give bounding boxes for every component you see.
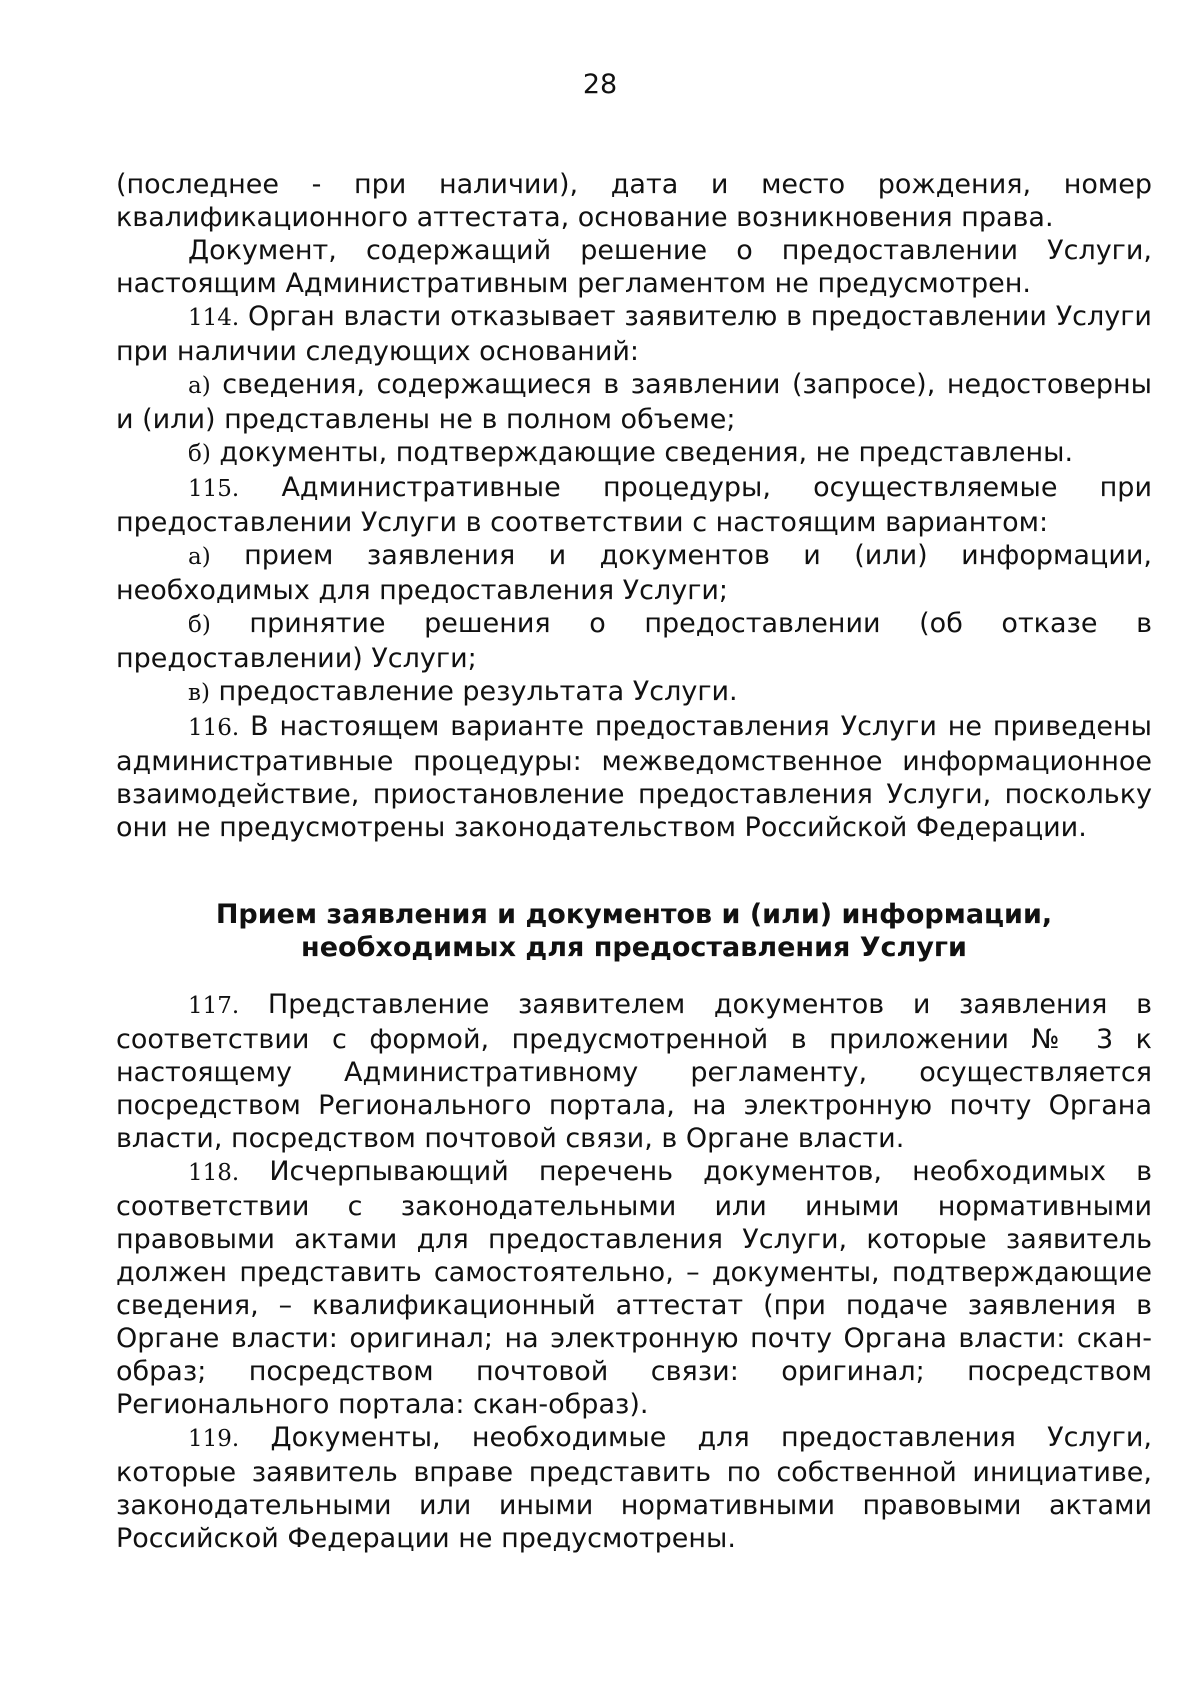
- paragraph: [116, 988, 1152, 1155]
- document-body: [116, 168, 1152, 1555]
- paragraph: [116, 1421, 1152, 1555]
- paragraph-number: а): [188, 373, 211, 399]
- paragraph-number: б): [188, 441, 211, 467]
- paragraph-number: 114.: [188, 305, 240, 331]
- paragraph-text: Представление заявителем документов и заявления в соответствии с формой, предусмотренной в приложении № 3 к настоящему Административному регламенту, осуществляется посредством Регионального портала, на электронную почту Органа власти, посредством почтовой связи, в Органе власти.: [116, 989, 1152, 1154]
- paragraph-number: в): [188, 680, 210, 706]
- paragraph-text: принятие решения о предоставлении (об отказе в предоставлении) Услуги;: [116, 608, 1152, 674]
- paragraph-text: (последнее - при наличии), дата и место рождения, номер квалификационного аттестата, основание возникновения права.: [116, 169, 1152, 233]
- paragraph: [116, 300, 1152, 368]
- paragraph-text: Документ, содержащий решение о предоставлении Услуги, настоящим Административным регламентом не предусмотрен.: [116, 235, 1152, 299]
- paragraph-text: Исчерпывающий перечень документов, необходимых в соответствии с законодательными или иными нормативными правовыми актами для предоставления Услуги, которые заявитель должен представить самостоятельно, – документы, подтверждающие сведения, – квалификационный аттестат (при подаче заявления в Органе власти: оригинал; на электронную почту Органа власти: скан-образ; посредством почтовой связи: оригинал; посредством Регионального портала: скан-образ).: [116, 1156, 1152, 1420]
- paragraph: [116, 471, 1152, 539]
- paragraph-number: 115.: [188, 476, 240, 502]
- paragraph: [116, 607, 1152, 675]
- section-heading-line-2: необходимых для предоставления Услуги: [301, 932, 967, 963]
- paragraph-text: предоставление результата Услуги.: [218, 676, 738, 707]
- paragraph: [116, 710, 1152, 844]
- paragraph-text: документы, подтверждающие сведения, не представлены.: [219, 437, 1074, 468]
- paragraph-text: В настоящем варианте предоставления Услуги не приведены административные процедуры: межведомственное информационное взаимодействие, приостановление предоставления Услуги, поскольку они не предусмотрены законодательством Российской Федерации.: [116, 711, 1152, 843]
- paragraph: [116, 234, 1152, 300]
- paragraph-text: прием заявления и документов и (или) информации, необходимых для предоставления Услуги;: [116, 540, 1152, 606]
- paragraph-text: Орган власти отказывает заявителю в предоставлении Услуги при наличии следующих оснований:: [116, 301, 1152, 367]
- bottom-paragraphs: [116, 988, 1152, 1555]
- paragraph: [116, 368, 1152, 436]
- paragraph-number: б): [188, 612, 211, 638]
- paragraph-text: Документы, необходимые для предоставления Услуги, которые заявитель вправе представить по собственной инициативе, законодательными или иными нормативными правовыми актами Российской Федерации не предусмотрены.: [116, 1422, 1152, 1554]
- paragraph: [116, 436, 1152, 471]
- paragraph: [116, 539, 1152, 607]
- section-heading: [116, 898, 1152, 964]
- section-heading-line-1: Прием заявления и документов и (или) информации,: [215, 899, 1053, 930]
- paragraph-number: 119.: [188, 1426, 240, 1452]
- paragraph-text: сведения, содержащиеся в заявлении (запросе), недостоверны и (или) представлены не в полном объеме;: [116, 369, 1152, 435]
- paragraph-number: 117.: [188, 993, 240, 1019]
- paragraph-number: 116.: [188, 715, 240, 741]
- paragraph: [116, 168, 1152, 234]
- page-number: 28: [582, 69, 618, 100]
- top-paragraphs: [116, 168, 1152, 844]
- paragraph-number: 118.: [188, 1160, 240, 1186]
- paragraph-number: а): [188, 544, 211, 570]
- paragraph: [116, 1155, 1152, 1421]
- paragraph-text: Административные процедуры, осуществляемые при предоставлении Услуги в соответствии с настоящим вариантом:: [116, 472, 1152, 538]
- paragraph: [116, 675, 1152, 710]
